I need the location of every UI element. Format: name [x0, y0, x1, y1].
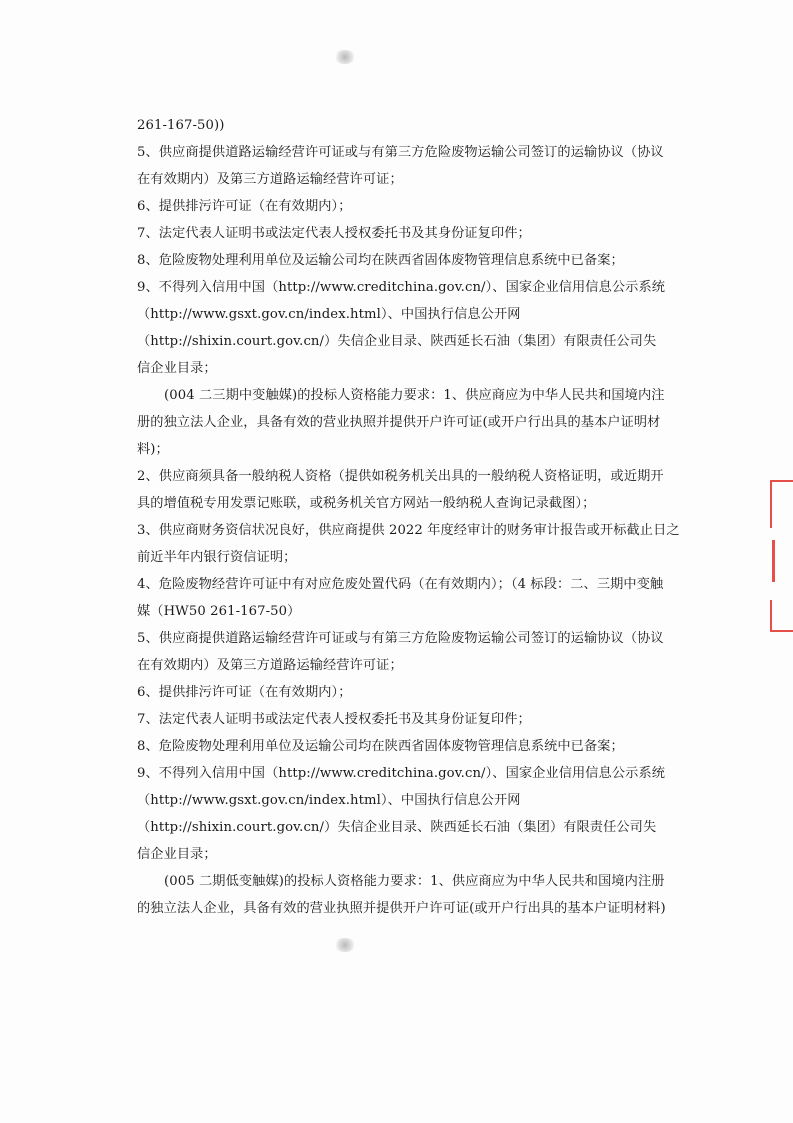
- text-line: （http://www.gsxt.gov.cn/index.html）、中国执行信息公开网: [137, 793, 521, 808]
- red-seal-fragment-middle: [772, 540, 793, 582]
- text-line: 料)；: [137, 442, 169, 457]
- text-line: 2、供应商须具备一般纳税人资格（提供如税务机关出具的一般纳税人资格证明，或近期开: [137, 469, 664, 484]
- text-line: 具的增值税专用发票记账联，或税务机关官方网站一般纳税人查询记录截图）；: [137, 496, 596, 511]
- text-line: 5、供应商提供道路运输经营许可证或与有第三方危险废物运输公司签订的运输协议（协议: [137, 631, 664, 646]
- text-line: 3、供应商财务资信状况良好，供应商提供 2022 年度经审计的财务审计报告或开标截止日之: [137, 523, 680, 538]
- text-line: （http://shixin.court.gov.cn/）失信企业目录、陕西延长石油（集团）有限责任公司失: [137, 334, 657, 349]
- text-line: 5、供应商提供道路运输经营许可证或与有第三方危险废物运输公司签订的运输协议（协议: [137, 145, 664, 160]
- text-line: (005 二期低变触媒)的投标人资格能力要求：1、供应商应为中华人民共和国境内注册: [164, 874, 665, 889]
- text-line: 信企业目录；: [137, 847, 217, 862]
- scan-smudge: [334, 938, 356, 952]
- text-line: 册的独立法人企业，具备有效的营业执照并提供开户许可证(或开户行出具的基本户证明材: [137, 415, 661, 430]
- text-line: 媒（HW50 261-167-50）: [137, 604, 301, 619]
- text-line: 7、法定代表人证明书或法定代表人授权委托书及其身份证复印件；: [137, 226, 531, 241]
- text-line: 前近半年内银行资信证明；: [137, 550, 297, 565]
- text-line: 的独立法人企业，具备有效的营业执照并提供开户许可证(或开户行出具的基本户证明材料): [137, 901, 666, 916]
- text-line: 信企业目录；: [137, 361, 217, 376]
- document-body: [137, 112, 697, 922]
- text-line: （http://shixin.court.gov.cn/）失信企业目录、陕西延长石油（集团）有限责任公司失: [137, 820, 657, 835]
- scan-smudge: [334, 50, 356, 64]
- text-line: 9、不得列入信用中国（http://www.creditchina.gov.cn/）、国家企业信用信息公示系统: [137, 766, 666, 781]
- text-line: 6、提供排污许可证（在有效期内）；: [137, 685, 352, 700]
- text-line: 8、危险废物处理利用单位及运输公司均在陕西省固体废物管理信息系统中已备案；: [137, 739, 624, 754]
- text-line: 6、提供排污许可证（在有效期内）；: [137, 199, 352, 214]
- text-line: 在有效期内）及第三方道路运输经营许可证；: [137, 658, 403, 673]
- red-seal-fragment-top: [770, 480, 793, 528]
- text-line: （http://www.gsxt.gov.cn/index.html）、中国执行信息公开网: [137, 307, 521, 322]
- text-line: (004 二三期中变触媒)的投标人资格能力要求：1、供应商应为中华人民共和国境内注: [164, 388, 665, 403]
- text-line: 9、不得列入信用中国（http://www.creditchina.gov.cn/）、国家企业信用信息公示系统: [137, 280, 666, 295]
- text-line: 261-167-50)): [137, 118, 225, 133]
- text-line: 4、危险废物经营许可证中有对应危废处置代码（在有效期内）；（4 标段：二、三期中变触: [137, 577, 664, 592]
- text-line: 8、危险废物处理利用单位及运输公司均在陕西省固体废物管理信息系统中已备案；: [137, 253, 624, 268]
- red-seal-fragment-bottom: [770, 600, 793, 632]
- text-line: 在有效期内）及第三方道路运输经营许可证；: [137, 172, 403, 187]
- text-line: 7、法定代表人证明书或法定代表人授权委托书及其身份证复印件；: [137, 712, 531, 727]
